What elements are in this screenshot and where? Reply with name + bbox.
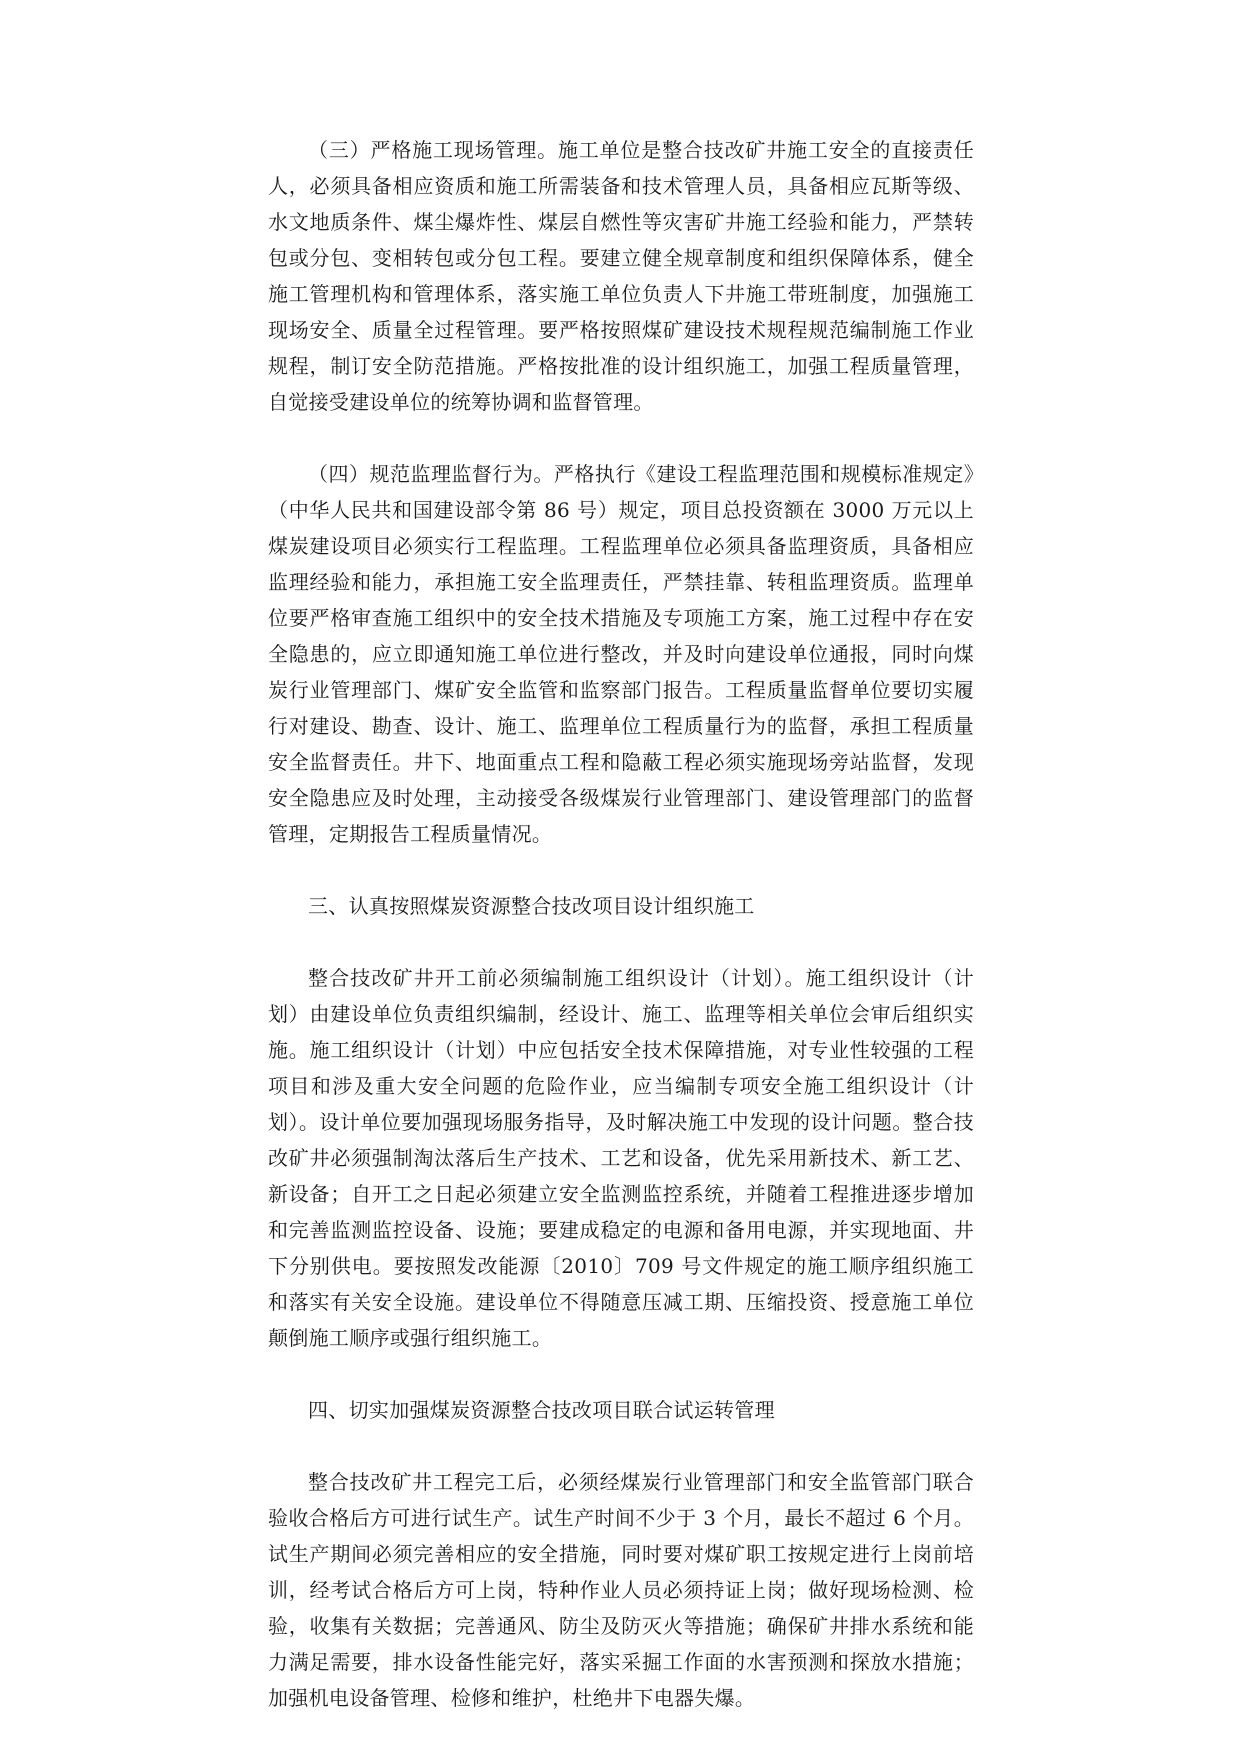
paragraph-supervision: （四）规范监理监督行为。严格执行《建设工程监理范围和规模标准规定》（中华人民共和国建设部令第 86 号）规定，项目总投资额在 3000 万元以上煤炭建设项目必须实行工程监理。工程监理单位必须具备监理资质，具备相应监理经验和能力，承担施工安全监理责任，严禁挂靠、转租监理资质。监理单位要严格审查施工组织中的安全技术措施及专项施工方案，施工过程中存在安全隐患的，应立即通知施工单位进行整改，并及时向建设单位通报，同时向煤炭行业管理部门、煤矿安全监管和监察部门报告。工程质量监督单位要切实履行对建设、勘查、设计、施工、监理单位工程质量行为的监督，承担工程质量安全监督责任。井下、地面重点工程和隐蔽工程必须实施现场旁站监督，发现安全隐患应及时处理，主动接受各级煤炭行业管理部门、建设管理部门的监督管理，定期报告工程质量情况。 <box>268 462 974 846</box>
section-heading-design-construction: 三、认真按照煤炭资源整合技改项目设计组织施工 <box>308 894 755 918</box>
section-heading-trial-operation: 四、切实加强煤炭资源整合技改项目联合试运转管理 <box>308 1398 775 1422</box>
paragraph-site-management: （三）严格施工现场管理。施工单位是整合技改矿井施工安全的直接责任人，必须具备相应资质和施工所需装备和技术管理人员，具备相应瓦斯等级、水文地质条件、煤尘爆炸性、煤层自燃性等灾害矿井施工经验和能力，严禁转包或分包、变相转包或分包工程。要建立健全规章制度和组织保障体系，健全施工管理机构和管理体系，落实施工单位负责人下井施工带班制度，加强施工现场安全、质量全过程管理。要严格按照煤矿建设技术规程规范编制施工作业规程，制订安全防范措施。严格按批准的设计组织施工，加强工程质量管理，自觉接受建设单位的统筹协调和监督管理。 <box>268 138 974 414</box>
paragraph-design-construction: 整合技改矿井开工前必须编制施工组织设计（计划）。施工组织设计（计划）由建设单位负责组织编制，经设计、施工、监理等相关单位会审后组织实施。施工组织设计（计划）中应包括安全技术保障措施，对专业性较强的工程项目和涉及重大安全问题的危险作业，应当编制专项安全施工组织设计（计划）。设计单位要加强现场服务指导，及时解决施工中发现的设计问题。整合技改矿井必须强制淘汰落后生产技术、工艺和设备，优先采用新技术、新工艺、新设备；自开工之日起必须建立安全监测监控系统，并随着工程推进逐步增加和完善监测监控设备、设施；要建成稳定的电源和备用电源，并实现地面、井下分别供电。要按照发改能源〔2010〕709 号文件规定的施工顺序组织施工和落实有关安全设施。建设单位不得随意压减工期、压缩投资、授意施工单位颠倒施工顺序或强行组织施工。 <box>268 966 974 1350</box>
document-body <box>268 132 974 1752</box>
paragraph-trial-operation: 整合技改矿井工程完工后，必须经煤炭行业管理部门和安全监管部门联合验收合格后方可进行试生产。试生产时间不少于 3 个月，最长不超过 6 个月。试生产期间必须完善相应的安全措施，同时要对煤矿职工按规定进行上岗前培训，经考试合格后方可上岗，特种作业人员必须持证上岗；做好现场检测、检验，收集有关数据；完善通风、防尘及防灭火等措施；确保矿井排水系统和能力满足需要，排水设备性能完好，落实采掘工作面的水害预测和探放水措施；加强机电设备管理、检修和维护，杜绝井下电器失爆。 <box>268 1470 974 1710</box>
